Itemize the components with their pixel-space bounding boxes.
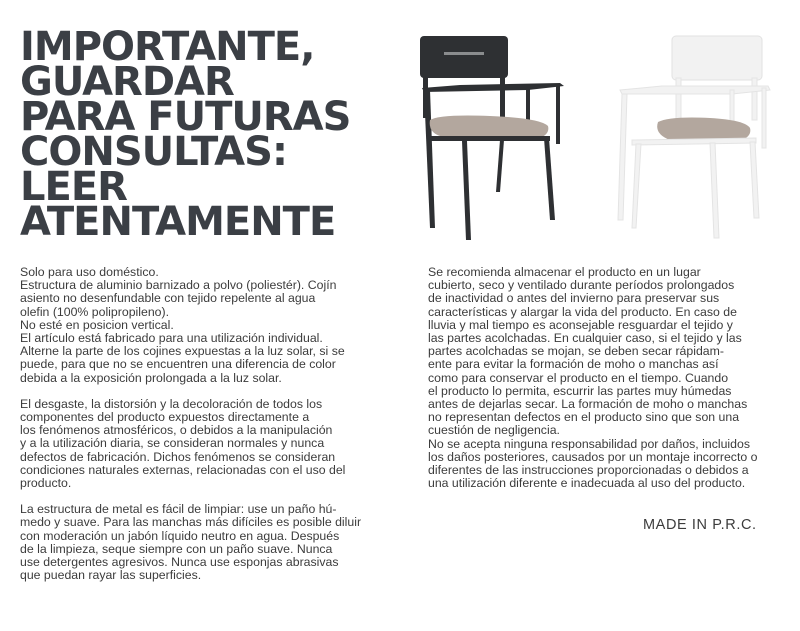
- text-line: los fenómenos atmosféricos, o debidos a la manipulación: [20, 423, 333, 438]
- text-line: los daños posteriores, causados por un montaje incorrecto o: [428, 449, 758, 464]
- text-line: El desgaste, la distorsión y la decoloración de todos los: [20, 396, 323, 411]
- text-line: con moderación un jabón líquido neutro en agua. Después: [20, 528, 340, 543]
- text-line: medo y suave. Para las manchas más difíciles es posible diluir: [20, 515, 362, 530]
- text-line: ente para evitar la formación de moho o manchas así: [428, 357, 719, 372]
- text-line: Solo para uso doméstico.: [20, 265, 159, 279]
- text-line: lluvia y mal tiempo es aconsejable resguardar el tejido y: [428, 317, 733, 332]
- title-line: PARA FUTURAS: [20, 94, 351, 140]
- dark-chair: [420, 36, 564, 240]
- text-line: componentes del producto expuestos directamente a: [20, 410, 310, 425]
- text-line: defectos de fabricación. Dichos fenómenos se consideran: [20, 449, 336, 464]
- title-line: LEER: [20, 164, 127, 210]
- text-line: No esté en posicion vertical.: [20, 317, 174, 332]
- page-title: [20, 24, 380, 245]
- text-line: cubierto, seco y ventilado durante períodos prolongados: [428, 278, 735, 293]
- text-line: Estructura de aluminio barnizado a polvo (poliestér). Cojín: [20, 278, 337, 293]
- text-line: de inactividad o antes del invierno para preservar sus: [428, 291, 720, 306]
- text-line: no representan defectos en el producto sino que son una: [428, 410, 740, 425]
- text-line: diferentes de las instrucciones proporcionadas o debidos a: [428, 463, 749, 478]
- text-line: Alterne la parte de los cojines expuestas a la luz solar, si se: [20, 344, 345, 359]
- text-line: partes acolchadas se mojan, se deben secar rápidam-: [428, 344, 724, 359]
- text-line: olefin (100% polipropileno).: [20, 304, 170, 319]
- text-line: producto.: [20, 476, 72, 491]
- text-line: una utilización diferente e inadecuada al uso del producto.: [428, 476, 746, 491]
- text-line: condiciones naturales externas, relacionadas con el uso del: [20, 462, 346, 477]
- text-line: de la limpieza, seque siempre con un paño suave. Nunca: [20, 541, 333, 556]
- text-line: cuestión de negligencia.: [428, 423, 560, 438]
- white-chair: [618, 36, 770, 238]
- text-line: como para conservar el producto en el tiempo. Cuando: [428, 370, 729, 385]
- text-line: antes de dejarlas secar. La formación de moho o manchas: [428, 397, 748, 412]
- text-line: debida a la exposición prolongada a la luz solar.: [20, 370, 282, 385]
- left-text-column: [20, 266, 380, 582]
- text-line: características y alargar la vida del producto. En caso de: [428, 304, 737, 319]
- paragraph-cleaning: [20, 503, 380, 582]
- text-line: las partes acolchadas. En cualquier caso, si el tejido y las: [428, 331, 742, 346]
- text-line: puede, para que no se encuentren una diferencia de color: [20, 357, 336, 372]
- title-line: GUARDAR: [20, 59, 234, 105]
- paragraph-gap: [20, 385, 380, 398]
- title-line: ATENTAMENTE: [20, 199, 336, 245]
- title-line: CONSULTAS:: [20, 129, 287, 175]
- right-text-column: [428, 266, 792, 490]
- text-line: El artículo está fabricado para una utilización individual.: [20, 331, 323, 346]
- text-line: La estructura de metal es fácil de limpiar: use un paño hú-: [20, 502, 337, 517]
- paragraph-storage: [428, 266, 792, 490]
- paragraph-usage: [20, 266, 380, 385]
- text-line: Se recomienda almacenar el producto en un lugar: [428, 265, 701, 279]
- text-line: el producto lo permita, escurrir las partes muy húmedas: [428, 383, 732, 398]
- made-in-label: MADE IN P.R.C.: [643, 517, 757, 533]
- text-line: que puedan rayar las superficies.: [20, 568, 202, 583]
- chairs-image: [400, 28, 790, 250]
- text-line: No se acepta ninguna responsabilidad por daños, incluidos: [428, 436, 750, 451]
- text-line: asiento no desenfundable con tejido repelente al agua: [20, 291, 316, 306]
- title-line: IMPORTANTE,: [20, 24, 315, 70]
- text-line: y a la utilización diaria, se consideran normales y nunca: [20, 436, 325, 451]
- text-line: use detergentes agresivos. Nunca use esponjas abrasivas: [20, 555, 339, 570]
- paragraph-wear: [20, 398, 380, 490]
